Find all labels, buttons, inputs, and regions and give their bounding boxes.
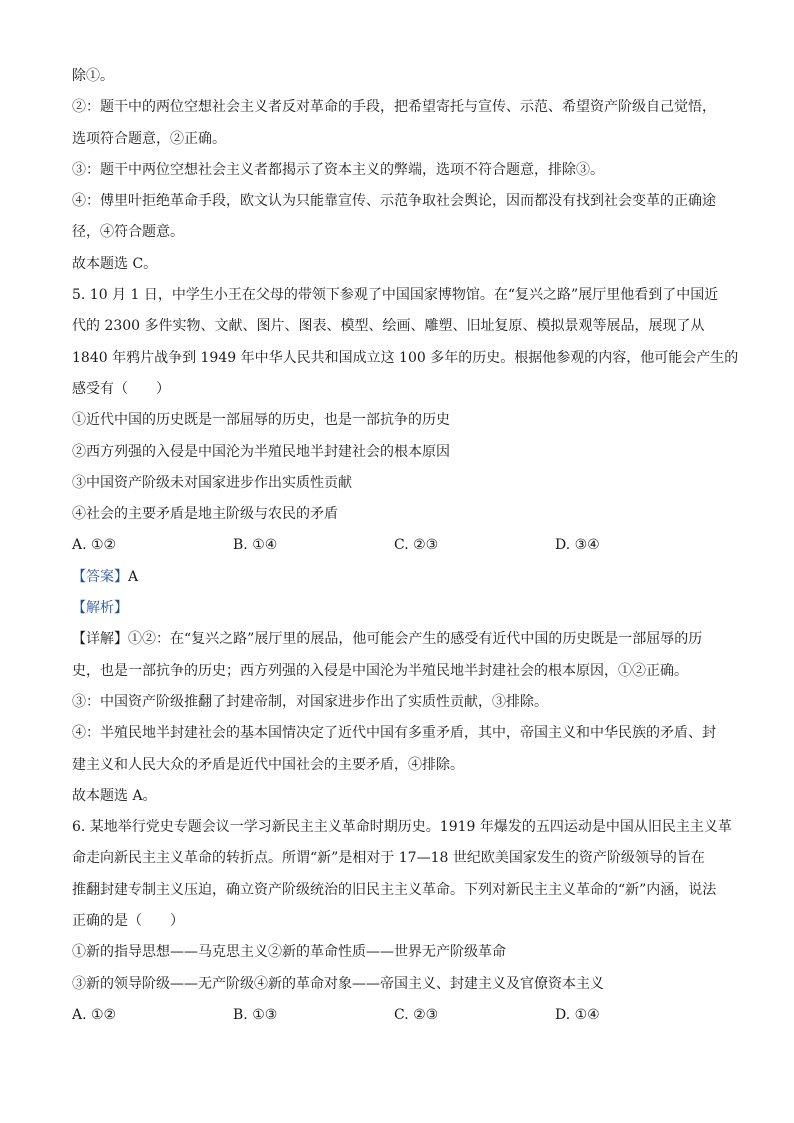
conclusion-line: 故本题选 C。 — [72, 255, 158, 272]
question-5-statement: ④社会的主要矛盾是地主阶级与农民的矛盾 — [72, 506, 338, 523]
text-line: ②：题干中的两位空想社会主义者反对革命的手段，把希望寄托与宣传、示范、希望资产阶级自己觉悟， — [72, 99, 716, 116]
text-line: 径，④符合题意。 — [72, 224, 184, 241]
answer-line — [72, 564, 724, 595]
conclusion-line: 故本题选 A。 — [72, 787, 157, 804]
option-b: B. ①③ — [233, 1006, 278, 1023]
question-6-text: 6. 某地举行党史专题会议一学习新民主主义革命时期历史。1919 年爆发的五四运动是中国从旧民主主义革 — [72, 819, 732, 836]
detail-text: ①②：在“复兴之路”展厅里的展品，他可能会产生的感受有近代中国的历史既是一部屈辱的历 — [128, 631, 703, 648]
option-d: D. ③④ — [555, 537, 600, 554]
question-5-text: 1840 年鸦片战争到 1949 年中华人民共和国成立这 100 多年的历史。根据他参观的内容，他可能会产生的 — [72, 349, 739, 366]
detail-line: ③：中国资产阶级推翻了封建帝制，对国家进步作出了实质性贡献，③排除。 — [72, 693, 548, 710]
question-6-statement: ③新的领导阶级——无产阶级④新的革命对象——帝国主义、封建主义及官僚资本主义 — [72, 975, 604, 992]
analysis-tag: 【解析】 — [72, 600, 128, 617]
option-a: A. ①② — [72, 537, 117, 554]
detail-line — [72, 626, 724, 657]
text-line: 选项符合题意，②正确。 — [72, 130, 226, 147]
detail-tag: 【详解】 — [72, 631, 128, 648]
analysis-line — [72, 595, 724, 626]
detail-line: 史，也是一部抗争的历史；西方列强的入侵是中国沦为半殖民地半封建社会的根本原因，①②正确。 — [72, 662, 688, 679]
question-5-text: 5. 10 月 1 日，中学生小王在父母的带领下参观了中国国家博物馆。在“复兴之路”展厅里他看到了中国近 — [72, 287, 719, 304]
question-6-text: 命走向新民主主义革命的转折点。所谓“新”是相对于 17—18 世纪欧美国家发生的资产阶级领导的旨在 — [72, 850, 705, 867]
answer-value: A — [128, 568, 139, 585]
question-6-options — [72, 1002, 724, 1033]
answer-tag: 【答案】 — [72, 568, 128, 585]
option-c: C. ②③ — [394, 537, 439, 554]
option-a: A. ①② — [72, 1006, 117, 1023]
question-5-statement: ②西方列强的入侵是中国沦为半殖民地半封建社会的根本原因 — [72, 443, 450, 460]
document-page — [72, 63, 739, 1033]
question-5-options — [72, 532, 724, 563]
question-5-text: 感受有（ ） — [72, 380, 170, 397]
question-5-statement: ③中国资产阶级未对国家进步作出实质性贡献 — [72, 474, 352, 491]
question-6-statement: ①新的指导思想——马克思主义②新的革命性质——世界无产阶级革命 — [72, 944, 506, 961]
option-c: C. ②③ — [394, 1006, 439, 1023]
detail-line: 建主义和人民大众的矛盾是近代中国社会的主要矛盾，④排除。 — [72, 756, 464, 773]
option-d: D. ①④ — [555, 1006, 600, 1023]
question-5-statement: ①近代中国的历史既是一部屈辱的历史，也是一部抗争的历史 — [72, 412, 450, 429]
detail-line: ④：半殖民地半封建社会的基本国情决定了近代中国有多重矛盾，其中，帝国主义和中华民族的矛盾、封 — [72, 725, 716, 742]
text-line: ④：傅里叶拒绝革命手段，欧文认为只能靠宣传、示范争取社会舆论，因而都没有找到社会变革的正确途 — [72, 193, 716, 210]
question-6-text: 正确的是（ ） — [72, 913, 184, 930]
text-line: 除①。 — [72, 68, 114, 84]
question-5-text: 代的 2300 多件实物、文献、图片、图表、模型、绘画、雕塑、旧址复原、模拟景观等展品，展现了从 — [72, 318, 705, 335]
question-6-text: 推翻封建专制主义压迫，确立资产阶级统治的旧民主主义革命。下列对新民主主义革命的“新”内涵，说法 — [72, 881, 717, 898]
option-b: B. ①④ — [233, 537, 278, 554]
text-line: ③：题干中两位空想社会主义者都揭示了资本主义的弊端，选项不符合题意，排除③。 — [72, 161, 604, 178]
